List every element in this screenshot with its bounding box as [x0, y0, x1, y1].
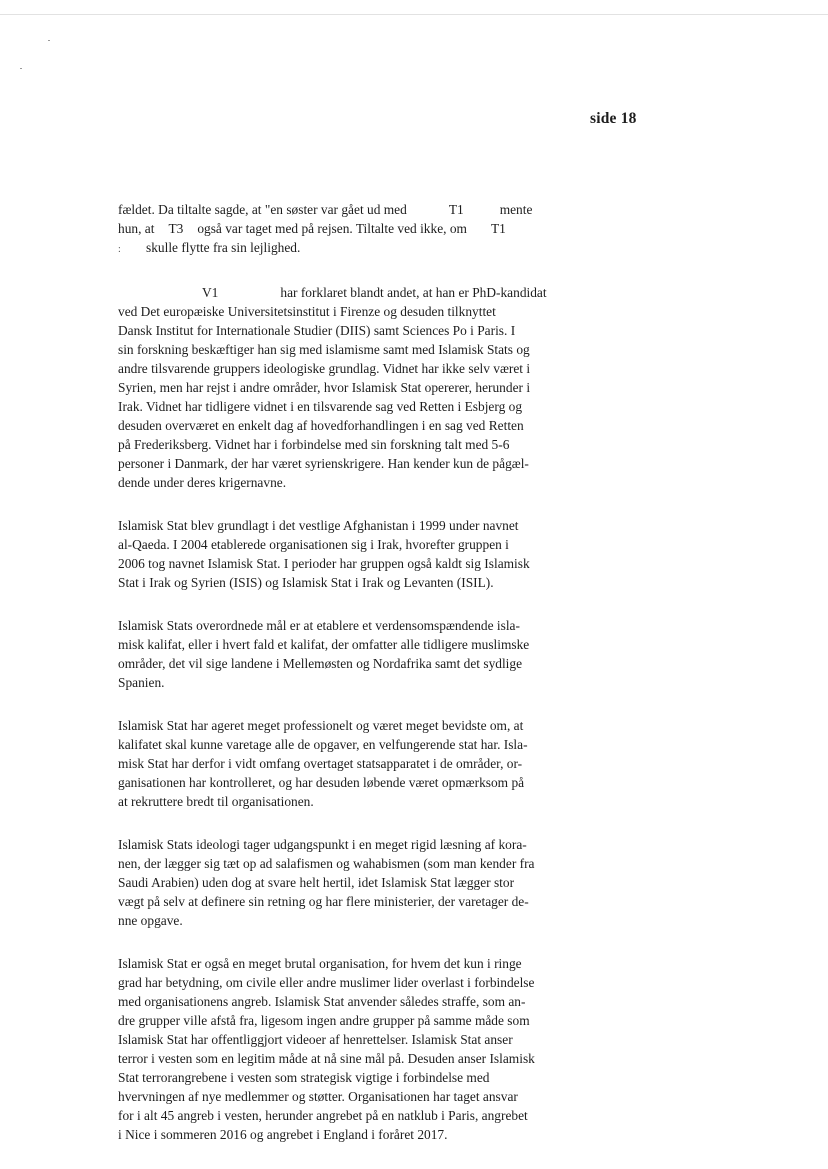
- text-line: Dansk Institut for Internationale Studier (DIIS) samt Sciences Po i Paris. I: [118, 323, 516, 338]
- line-text: også var taget med på rejsen. Tiltalte ved ikke, om: [197, 221, 467, 236]
- text-line: grad har betydning, om civile eller andre muslimer lider overlast i forbindelse: [118, 975, 535, 990]
- text-line: [118, 219, 596, 238]
- paragraph: [118, 835, 596, 930]
- text-line: Islamisk Stat har offentliggjort videoer af henrettelser. Islamisk Stat anser: [118, 1032, 513, 1047]
- line-text: mente: [499, 202, 533, 217]
- text-line: Islamisk Stats overordnede mål er at etablere et verdensomspændende isla-: [118, 618, 520, 633]
- text-line: ganisationen har kontrolleret, og har desuden løbende været opmærksom på: [118, 775, 525, 790]
- paragraph: [118, 283, 596, 492]
- text-line: desuden overværet en enkelt dag af hovedforhandlingen i en sag ved Retten: [118, 418, 524, 433]
- paragraph: [118, 200, 596, 259]
- document-body: [118, 200, 596, 1168]
- paragraph: [118, 616, 596, 692]
- text-line: [118, 283, 596, 302]
- text-line: Islamisk Stat blev grundlagt i det vestlige Afghanistan i 1999 under navnet: [118, 518, 519, 533]
- text-line: Islamisk Stat har ageret meget professionelt og været meget bevidste om, at: [118, 718, 524, 733]
- text-line: Stat terrorangrebene i vesten som strategisk vigtige i forbindelse med: [118, 1070, 490, 1085]
- text-line: Stat i Irak og Syrien (ISIS) og Islamisk Stat i Irak og Levanten (ISIL).: [118, 575, 494, 590]
- text-line: Saudi Arabien) uden dog at svare helt hertil, idet Islamisk Stat lægger stor: [118, 875, 515, 890]
- text-line: andre tilsvarende gruppers ideologiske grundlag. Vidnet har ikke selv været i: [118, 361, 531, 376]
- text-line: terror i vesten som en legitim måde at nå sine mål på. Desuden anser Islamisk: [118, 1051, 535, 1066]
- line-text: hun, at: [118, 221, 155, 236]
- paragraph: [118, 516, 596, 592]
- text-line: Islamisk Stat er også en meget brutal organisation, for hvem det kun i ringe: [118, 956, 522, 971]
- line-text: skulle flytte fra sin lejlighed.: [146, 240, 301, 255]
- text-line: [118, 238, 596, 259]
- text-line: områder, det vil sige landene i Mellemøsten og Nordafrika samt det sydlige: [118, 656, 523, 671]
- text-line: al-Qaeda. I 2004 etablerede organisationen sig i Irak, hvorefter gruppen i: [118, 537, 509, 552]
- paragraph: [118, 954, 596, 1144]
- redaction-mark: :: [118, 244, 121, 255]
- text-line: Islamisk Stats ideologi tager udgangspunkt i en meget rigid læsning af kora-: [118, 837, 527, 852]
- text-line: Syrien, men har rejst i andre områder, hvor Islamisk Stat opererer, herunder i: [118, 380, 531, 395]
- text-line: sin forskning beskæftiger han sig med islamisme samt med Islamisk Stats og: [118, 342, 530, 357]
- text-line: misk kalifat, eller i hvert fald et kalifat, der omfatter alle tidligere muslimske: [118, 637, 530, 652]
- text-line: ved Det europæiske Universitetsinstitut i Firenze og desuden tilknyttet: [118, 304, 496, 319]
- text-line: nen, der lægger sig tæt op ad salafismen og wahabismen (som man kender fra: [118, 856, 535, 871]
- text-line: kalifatet skal kunne varetage alle de opgaver, en velfungerende stat har. Isla-: [118, 737, 528, 752]
- line-text: har forklaret blandt andet, at han er PhD-kandidat: [280, 285, 547, 300]
- page-number: side 18: [590, 110, 637, 127]
- line-text: fældet. Da tiltalte sagde, at "en søster var gået ud med: [118, 202, 407, 217]
- text-line: i Nice i sommeren 2016 og angrebet i England i foråret 2017.: [118, 1127, 448, 1142]
- text-line: dende under deres krigernavne.: [118, 475, 287, 490]
- text-line: dre grupper ville afstå fra, ligesom ingen andre grupper på samme måde som: [118, 1013, 530, 1028]
- text-line: på Frederiksberg. Vidnet har i forbindelse med sin forskning talt med 5-6: [118, 437, 510, 452]
- redacted-name-tag: T3: [168, 221, 184, 236]
- text-line: hvervningen af nye medlemmer og støtter. Organisationen har taget ansvar: [118, 1089, 518, 1104]
- text-line: for i alt 45 angreb i vesten, herunder angrebet på en natklub i Paris, angrebet: [118, 1108, 528, 1123]
- text-line: at rekruttere bredt til organisationen.: [118, 794, 314, 809]
- text-line: med organisationens angreb. Islamisk Stat anvender således straffe, som an-: [118, 994, 526, 1009]
- text-line: personer i Danmark, der har været syrienskrigere. Han kender kun de pågæl-: [118, 456, 529, 471]
- redacted-witness-tag: V1: [202, 285, 219, 300]
- text-line: vægt på selv at definere sin retning og har flere ministerier, der varetager de-: [118, 894, 529, 909]
- paragraph: [118, 716, 596, 811]
- text-line: misk Stat har derfor i vidt omfang overtaget statsapparatet i de områder, or-: [118, 756, 523, 771]
- scan-edge-line: [0, 14, 828, 15]
- scan-speck: [20, 68, 22, 69]
- redacted-name-tag: T1: [490, 221, 506, 236]
- scan-speck: [48, 40, 50, 41]
- text-line: Spanien.: [118, 675, 165, 690]
- text-line: 2006 tog navnet Islamisk Stat. I perioder har gruppen også kaldt sig Islamisk: [118, 556, 530, 571]
- text-line: [118, 200, 596, 219]
- text-line: Irak. Vidnet har tidligere vidnet i en tilsvarende sag ved Retten i Esbjerg og: [118, 399, 523, 414]
- redacted-name-tag: T1: [448, 202, 464, 217]
- text-line: nne opgave.: [118, 913, 183, 928]
